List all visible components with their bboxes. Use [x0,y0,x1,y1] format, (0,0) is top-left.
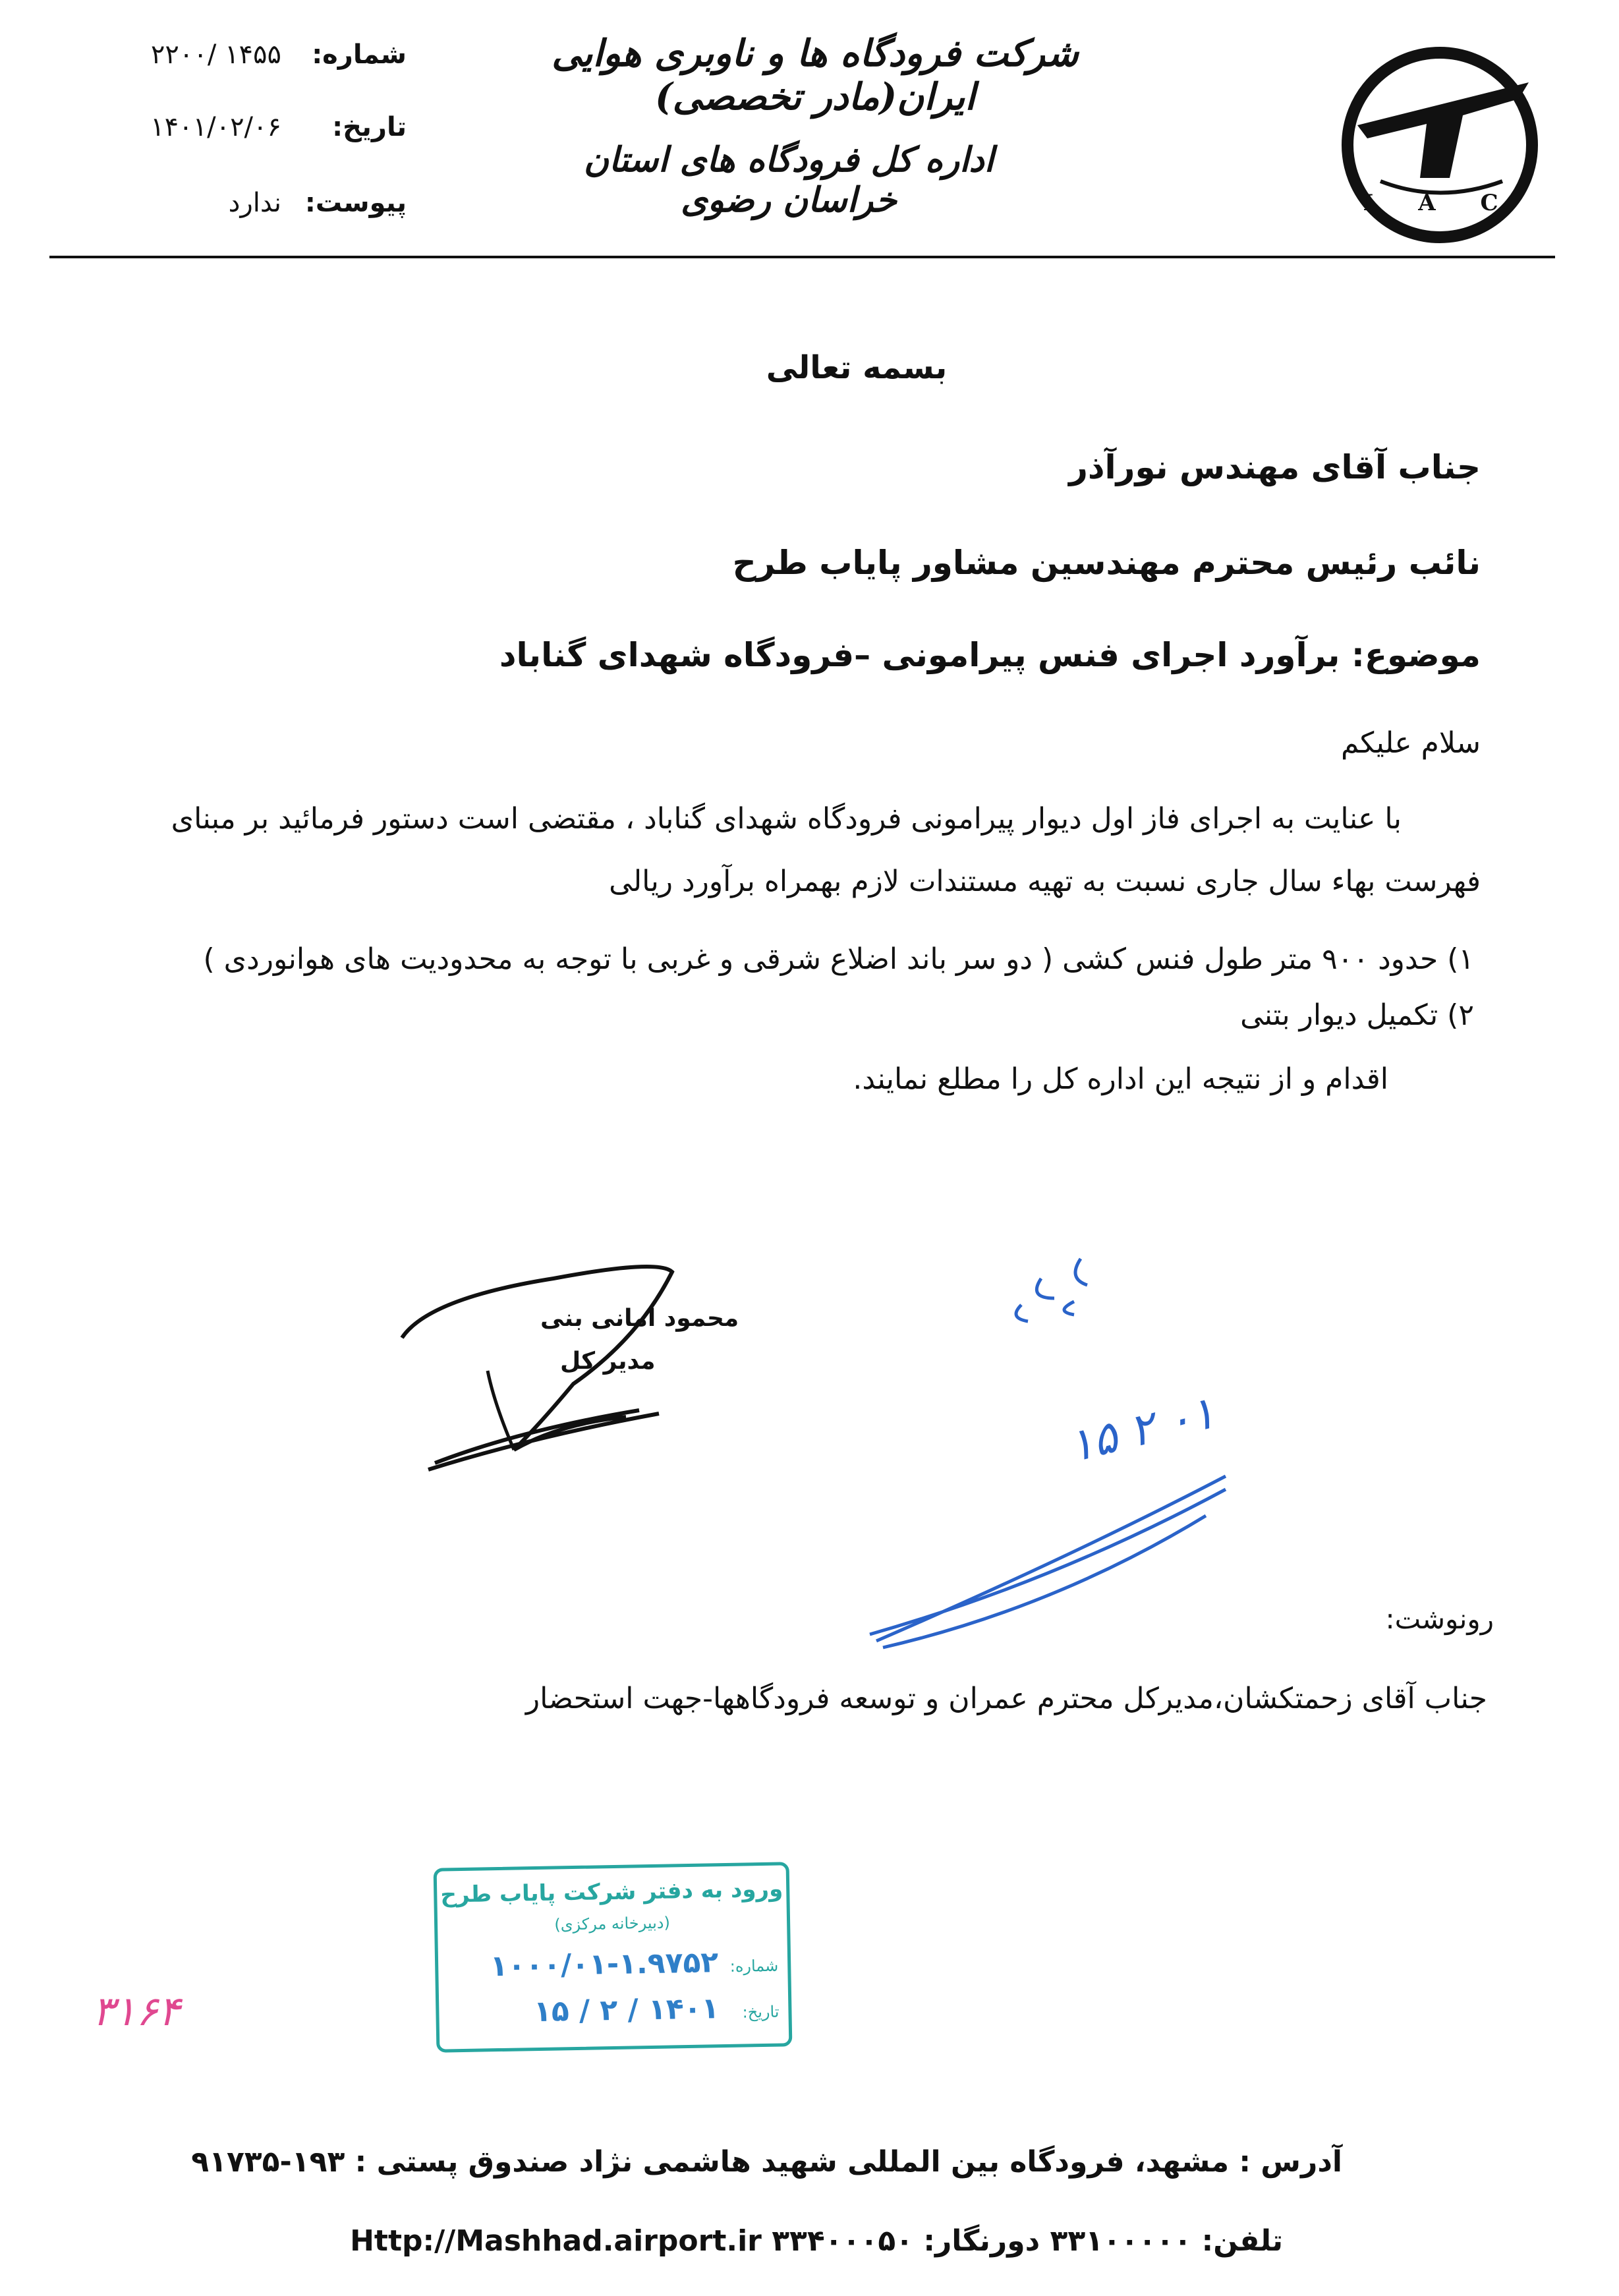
company-name: شرکت فرودگاه ها و ناوبری هوایی ایران(مادر تخصصی) [552,32,1079,119]
greeting: سلام علیکم [1340,726,1481,760]
org-name: اداره کل فرودگاه های استان خراسان رضوی [583,140,994,220]
cc-recipient: جناب آقای زحمتکشان،مدیرکل محترم عمران و توسعه فرودگاهها-جهت استحضار [525,1682,1487,1715]
handwritten-date: ۱۵ ۲ ۰۱ [1063,1386,1221,1474]
number-value: ۱۴۵۵ /۲۲۰۰ [150,40,281,70]
stamp-title: ورود به دفتر شرکت پایاب طرح [440,1876,783,1909]
recipient-title: نائب رئیس محترم مهندسین مشاور پایاب طرح [732,544,1481,582]
cc-label: رونوشت: [1385,1603,1494,1635]
list-item: ۲) تکمیل دیوار بتنی [1240,998,1474,1032]
letter-subject: موضوع: برآورد اجرای فنس پیرامونی –فرودگاه شهدای گناباد [499,636,1481,674]
stamp-number-value: ۱۰۰۰/۰۱-۱.۹۷۵۲ [490,1945,719,1984]
footer-contact: تلفن: ۳۳۱۰۰۰۰۰ دورنگار: ۳۳۴۰۰۰۵۰ Http://Mashhad.airport.ir [350,2224,1283,2258]
date-value: ۱۴۰۱/۰۲/۰۶ [150,112,281,142]
attachment-value: ندارد [228,188,281,218]
footer-address: آدرس : مشهد، فرودگاه بین المللی شهید هاشمی نژاد صندوق پستی : ۱۹۳-۹۱۷۳۵ [191,2145,1342,2179]
list-item: ۱) حدود ۹۰۰ متر طول فنس کشی ( دو سر باند اضلاع شرقی و غربی با توجه به محدودیت های هوانوردی ) [203,942,1474,976]
stamp-date-value: ۱۴۰۱ / ۲ / ۱۵ [533,1992,720,2029]
date-label: تاریخ: [332,112,407,142]
header-divider [49,256,1555,258]
logo-text: I A C [1363,190,1517,216]
letter-date-row [38,112,407,152]
iac-logo [1341,46,1539,244]
recipient-name: جناب آقای مهندس نورآذر [1069,448,1481,486]
number-label: شماره: [312,40,407,70]
closing-line: اقدام و از نتیجه این اداره کل را مطلع نمایند. [853,1062,1388,1096]
attachment-label: پیوست: [304,188,407,218]
paragraph-line-2: فهرست بهاء سال جاری نسبت به تهیه مستندات لازم بهمراه برآورد ریالی [609,865,1481,898]
letter-number-row [38,40,407,79]
stamp-subtitle: (دبیرخانه مرکزی) [554,1913,671,1934]
stamp-number-label: شماره: [729,1956,779,1976]
stamp-date-label: تاریخ: [742,2002,780,2022]
opening-invocation: بسمه تعالی [766,349,948,386]
signer-title: مدیر کل [560,1348,656,1375]
paragraph-line-1: با عنایت به اجرای فاز اول دیوار پیرامونی فرودگاه شهدای گناباد ، مقتضی است دستور فرمائید بر مبنای [171,802,1402,836]
attachment-row [38,188,407,227]
handwritten-reference-number: ۳۱۶۴ [92,1987,181,2035]
handwritten-annotation [857,1239,1252,1667]
signer-name: محمود امانی بنی [540,1305,739,1332]
receipt-stamp [434,1862,793,2052]
